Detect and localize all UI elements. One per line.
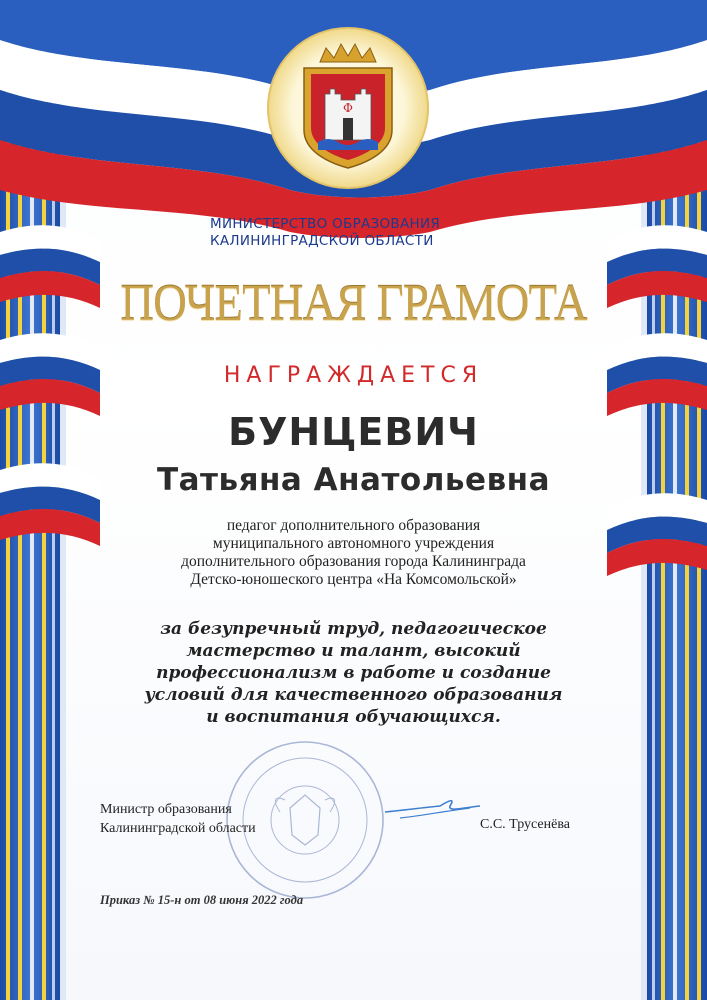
reason-line: профессионализм в работе и создание	[156, 663, 551, 683]
position-line: педагог дополнительного образования	[226, 517, 481, 534]
ministry-header	[210, 216, 500, 250]
signatory-title	[100, 800, 256, 838]
position-line: муниципального автономного учреждения	[212, 535, 495, 552]
position-line: дополнительного образования города Калининграда	[181, 553, 526, 570]
recipient-surname: БУНЦЕВИЧ	[228, 410, 479, 454]
awarded-label: НАГРАЖДАЕТСЯ	[223, 363, 484, 388]
reason-line: условий для качественного образования	[144, 685, 563, 705]
position-line: Детско-юношеского центра «На Комсомольской»	[190, 571, 517, 588]
award-reason	[0, 618, 707, 728]
ministry-line-1: МИНИСТЕРСТВО ОБРАЗОВАНИЯ	[210, 216, 441, 232]
signatory-title-line-1: Министр образования	[100, 802, 232, 817]
kaliningrad-coat-of-arms-icon	[268, 28, 428, 188]
signatory-name: С.С. Трусенёва	[480, 817, 570, 832]
svg-text:Ф: Ф	[343, 101, 353, 115]
certificate-title: ПОЧЕТНАЯ ГРАМОТА	[120, 275, 587, 332]
reason-line: и воспитания обучающихся.	[206, 707, 501, 727]
recipient-position	[0, 517, 707, 589]
signatory-title-line-2: Калининградской области	[100, 821, 256, 836]
handwritten-signature	[385, 801, 480, 818]
reason-line: мастерство и талант, высокий	[186, 641, 521, 661]
reason-line: за безупречный труд, педагогическое	[160, 619, 547, 639]
order-reference: Приказ № 15-н от 08 июня 2022 года	[100, 893, 304, 907]
recipient-given-names: Татьяна Анатольевна	[156, 462, 551, 498]
ministry-line-2: КАЛИНИНГРАДСКОЙ ОБЛАСТИ	[210, 233, 434, 249]
